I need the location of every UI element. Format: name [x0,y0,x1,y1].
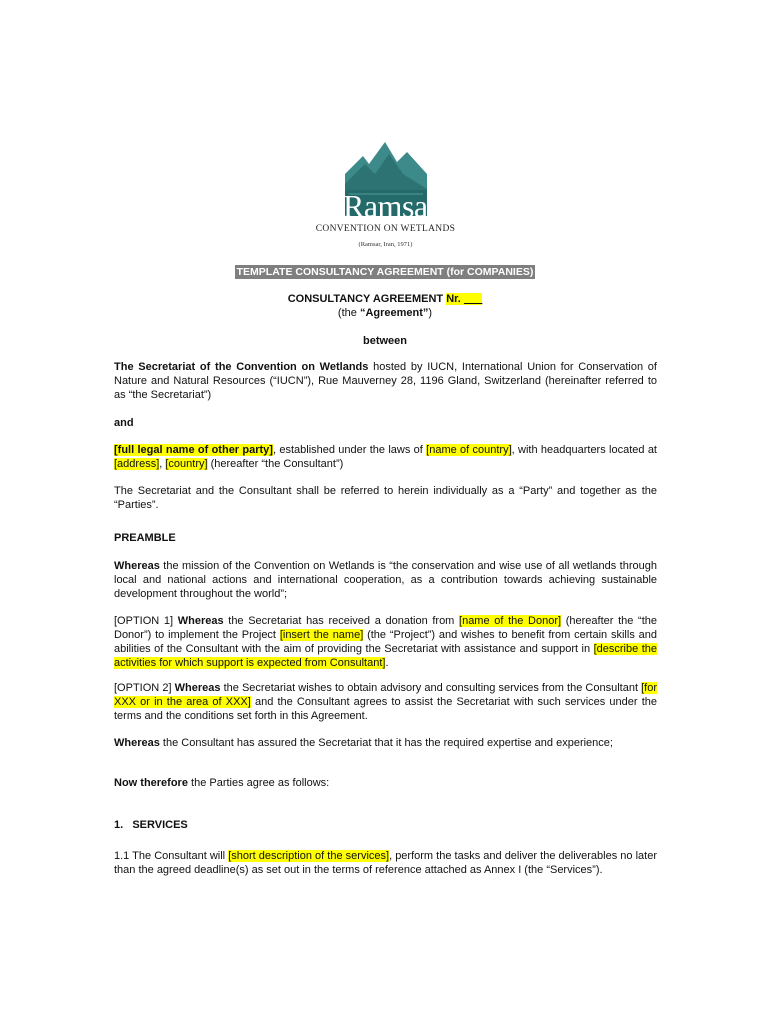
ramsar-logo [313,134,458,250]
logo-wordmark: Ramsar [343,188,438,224]
option2-label: [OPTION 2] [114,682,175,694]
area-placeholder: [for XXX or in the area of XXX] [114,682,658,708]
agreement-title-main: CONSULTANCY AGREEMENT [287,293,447,305]
between-label: between [362,335,407,347]
option1-label: [OPTION 1] [114,615,178,627]
project-name-placeholder: [insert the name] [279,629,364,641]
donor-placeholder: [name of the Donor] [459,615,562,627]
party1-paragraph: The Secretariat of the Convention on Wetlands hosted by IUCN, International Union for Conservation of Nature and Natural Resources (“IUCN”), Rue Mauverney 28, 1196 Gland, Switzerland (hereinafter referred to as “the Secretariat”) [114,361,657,401]
parties-paragraph: The Secretariat and the Consultant shall be referred to herein individually as a “Party” and together as the “Parties”. [114,485,657,511]
activities-placeholder: [describe the activities for which support is expected from Consultant] [114,643,657,669]
services-placeholder: [short description of the services] [228,850,390,862]
agreement-title [0,293,770,305]
agreement-nr-blank: ___ [461,293,482,305]
logo-place: (Ramsar, Iran, 1971) [358,241,413,248]
country2-placeholder: [country] [165,458,208,470]
and-label: and [114,417,134,429]
option2-paragraph: [OPTION 2] Whereas the Secretariat wishes to obtain advisory and consulting services from the Consultant [for XXX or in the area of XXX] and the Consultant agrees to assist the Secretariat with such services under the terms and the conditions set forth in this Agreement. [114,682,658,722]
agreement-term: “Agreement” [359,307,429,319]
logo-subtitle: CONVENTION ON WETLANDS [315,224,456,234]
services-paragraph: 1.1 The Consultant will [short description of the services], perform the tasks and deliver the deliverables no later than the agreed deadline(s) as set out in the terms of reference attached as Annex I (the “Services”). [114,850,658,876]
template-banner [0,266,770,278]
whereas-mission-paragraph: Whereas the mission of the Convention on Wetlands is “the conservation and wise use of all wetlands through local and national actions and international cooperation, as a contribution towards achieving sustainable development throughout the world”; [114,560,657,600]
party2-paragraph: [full legal name of other party], established under the laws of [name of country], with headquarters located at [address], [country] (hereafter “the Consultant”) [114,444,657,470]
address-placeholder: [address] [114,458,160,470]
whereas-expertise-paragraph: Whereas the Consultant has assured the Secretariat that it has the required expertise and experience; [114,737,613,749]
template-banner-text: TEMPLATE CONSULTANCY AGREEMENT (for COMPANIES) [236,266,534,278]
now-therefore-paragraph: Now therefore the Parties agree as follows: [114,777,330,789]
party-name-placeholder: [full legal name of other party] [114,444,273,456]
services-heading: 1. SERVICES [114,819,188,831]
option1-paragraph: [OPTION 1] Whereas the Secretariat has received a donation from [name of the Donor] (hereafter the “the Donor”) to implement the Project [insert the name] (the “Project”) and wishes to benefit from certain skills and abilities of the Consultant with the aim of providing the Secretariat with assistance and support in [describe the activities for which support is expected from Consultant]. [114,615,657,669]
preamble-heading: PREAMBLE [114,532,176,544]
party1-name: The Secretariat of the Convention on Wetlands [114,361,369,373]
country-placeholder: [name of country] [426,444,512,456]
agreement-subtitle: (the “Agreement”) [337,307,433,319]
agreement-nr: Nr. [446,293,461,305]
